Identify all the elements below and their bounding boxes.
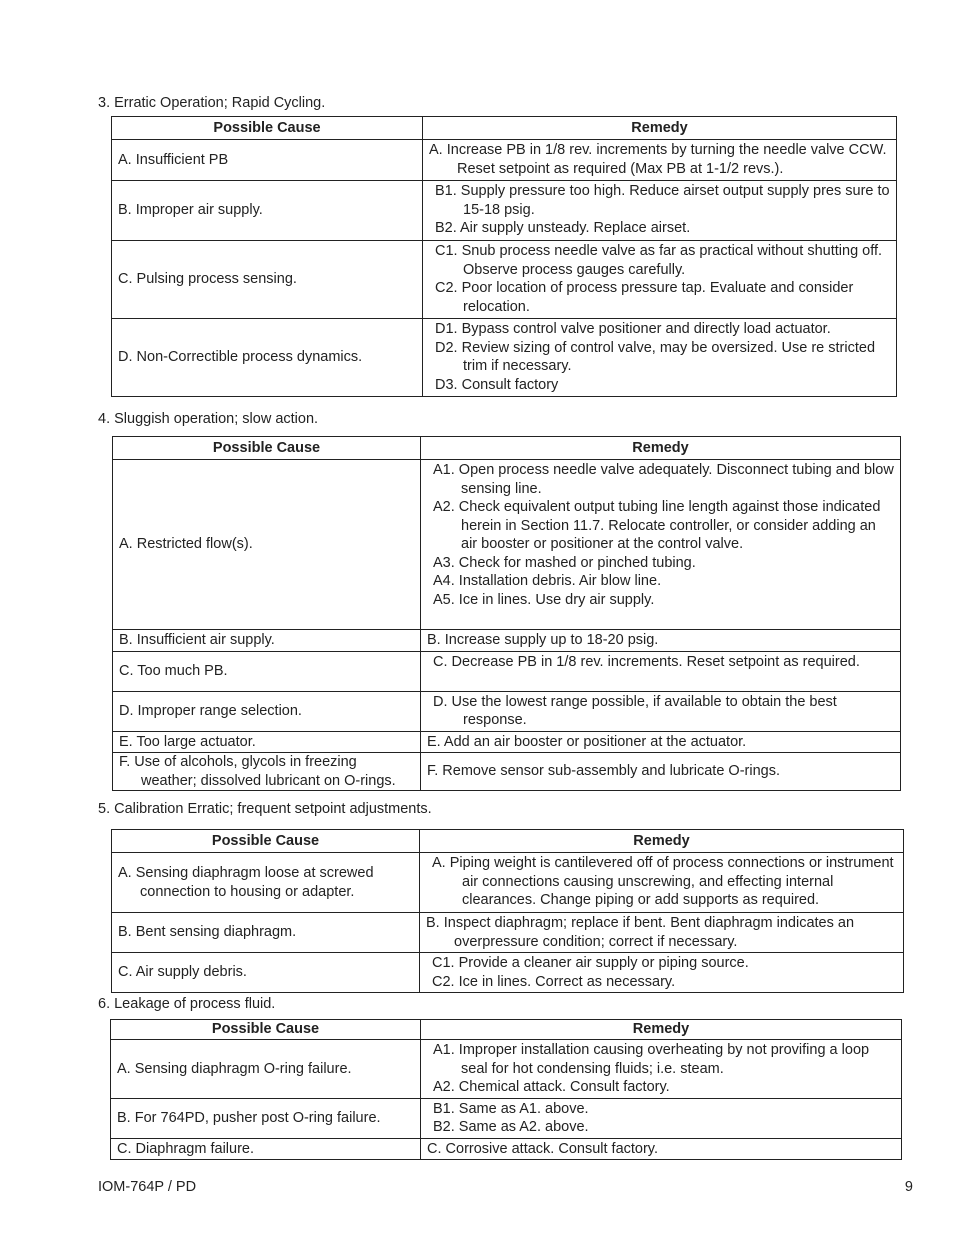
remedy-text: B1. Same as A1. above. xyxy=(433,1100,589,1117)
cause-text: F. Use of alcohols, glycols in freezing weather; dissolved lubricant on O-rings. xyxy=(119,754,396,789)
remedy-cell xyxy=(421,731,901,753)
remedy-text: D3. Consult factory xyxy=(435,376,559,393)
table-row xyxy=(113,460,901,630)
column-header-remedy: Remedy xyxy=(421,1020,902,1040)
cause-text: D. Improper range selection. xyxy=(119,702,302,719)
remedy-cell xyxy=(423,241,897,319)
table-row xyxy=(112,853,904,913)
column-header-cause: Possible Cause xyxy=(112,830,420,853)
remedy-text: A3. Check for mashed or pinched tubing. xyxy=(433,554,696,571)
cause-text: B. Bent sensing diaphragm. xyxy=(118,924,297,941)
remedy-text: A2. Chemical attack. Consult factory. xyxy=(433,1079,670,1095)
cause-text: C. Diaphragm failure. xyxy=(117,1140,254,1157)
remedy-text: C. Decrease PB in 1/8 rev. increments. Reset setpoint as required. xyxy=(433,653,860,670)
table-row xyxy=(112,953,904,993)
cause-text: C. Too much PB. xyxy=(119,662,228,679)
cause-cell xyxy=(111,1040,421,1099)
table-row xyxy=(112,241,897,319)
table-header-row xyxy=(112,117,897,140)
section-3-heading: 3. Erratic Operation; Rapid Cycling. xyxy=(98,95,326,111)
remedy-text: E. Add an air booster or positioner at the actuator. xyxy=(427,733,747,750)
table-header-row xyxy=(111,1020,902,1040)
table-row xyxy=(113,731,901,753)
section-5-table xyxy=(111,829,904,993)
table-header-row xyxy=(112,830,904,853)
remedy-text: B. Inspect diaphragm; replace if bent. Bent diaphragm indicates an overpressure condition; correct if necessary. xyxy=(426,915,855,950)
table-row xyxy=(113,691,901,731)
cause-cell xyxy=(112,853,420,913)
section-6-heading: 6. Leakage of process fluid. xyxy=(98,996,276,1012)
table-row xyxy=(113,753,901,791)
column-header-cause: Possible Cause xyxy=(112,117,423,140)
column-header-cause: Possible Cause xyxy=(111,1020,421,1040)
section-5-heading: 5. Calibration Erratic; frequent setpoint adjustments. xyxy=(98,801,432,817)
cause-cell xyxy=(113,753,421,791)
remedy-cell xyxy=(423,319,897,397)
table-row xyxy=(111,1098,902,1138)
page-number: 9 xyxy=(904,1179,913,1195)
table-row xyxy=(112,181,897,241)
table-row xyxy=(112,319,897,397)
cause-text: B. For 764PD, pusher post O-ring failure. xyxy=(117,1109,381,1126)
cause-text: C. Air supply debris. xyxy=(118,964,247,981)
cause-text: B. Insufficient air supply. xyxy=(119,632,275,648)
remedy-cell xyxy=(421,753,901,791)
remedy-text: B2. Air supply unsteady. Replace airset. xyxy=(435,220,691,236)
remedy-text: A1. Improper installation causing overheating by not provifing a loop seal for hot condensing fluids; i.e. steam. xyxy=(433,1042,870,1077)
remedy-text: D. Use the lowest range possible, if available to obtain the best response. xyxy=(433,693,837,728)
remedy-text: B2. Same as A2. above. xyxy=(433,1119,589,1135)
cause-cell xyxy=(111,1098,421,1138)
table-row xyxy=(113,630,901,652)
table-row xyxy=(112,913,904,953)
remedy-cell xyxy=(423,181,897,241)
document-id: IOM-764P / PD xyxy=(98,1179,197,1195)
cause-cell xyxy=(112,181,423,241)
remedy-cell xyxy=(421,630,901,652)
remedy-cell xyxy=(421,651,901,691)
cause-cell xyxy=(112,913,420,953)
remedy-text: C1. Provide a cleaner air supply or piping source. xyxy=(432,955,749,971)
cause-cell xyxy=(113,630,421,652)
remedy-text: A1. Open process needle valve adequately. Disconnect tubing and blow sensing line. xyxy=(433,462,894,497)
remedy-text: B. Increase supply up to 18-20 psig. xyxy=(427,632,659,648)
column-header-cause: Possible Cause xyxy=(113,437,421,460)
remedy-cell xyxy=(421,460,901,630)
remedy-text: C2. Poor location of process pressure tap. Evaluate and consider relocation. xyxy=(435,280,854,315)
remedy-text: D2. Review sizing of control valve, may be oversized. Use re stricted trim if necessary. xyxy=(435,339,876,374)
column-header-remedy: Remedy xyxy=(423,117,897,140)
remedy-text: A. Piping weight is cantilevered off of process connections or instrument air connections causing unscrewing, and effecting internal clearances. Change piping or add supports as required. xyxy=(432,855,894,908)
cause-cell xyxy=(112,319,423,397)
remedy-cell xyxy=(421,1098,902,1138)
remedy-text: A5. Ice in lines. Use dry air supply. xyxy=(433,591,655,608)
remedy-text: C1. Snub process needle valve as far as practical without shutting off. Observe process gauges carefully. xyxy=(435,243,883,278)
remedy-text: D1. Bypass control valve positioner and directly load actuator. xyxy=(435,321,831,337)
cause-cell xyxy=(112,241,423,319)
cause-text: E. Too large actuator. xyxy=(119,733,256,750)
cause-cell xyxy=(112,953,420,993)
remedy-text: C. Corrosive attack. Consult factory. xyxy=(427,1140,659,1157)
cause-cell xyxy=(112,140,423,181)
remedy-cell xyxy=(420,853,904,913)
cause-text: D. Non-Correctible process dynamics. xyxy=(118,349,363,366)
cause-text: A. Insufficient PB xyxy=(118,151,229,168)
table-row xyxy=(113,651,901,691)
table-row xyxy=(111,1040,902,1099)
cause-text: A. Restricted flow(s). xyxy=(119,536,253,553)
remedy-text: C2. Ice in lines. Correct as necessary. xyxy=(432,973,676,990)
cause-text: B. Improper air supply. xyxy=(118,202,263,219)
remedy-cell xyxy=(421,1138,902,1160)
remedy-cell xyxy=(420,953,904,993)
remedy-text: A. Increase PB in 1/8 rev. increments by turning the needle valve CCW. Reset setpoint as required (Max PB at 1-1/2 revs.). xyxy=(429,142,887,177)
remedy-cell xyxy=(421,1040,902,1099)
table-row xyxy=(112,140,897,181)
cause-cell xyxy=(113,691,421,731)
column-header-remedy: Remedy xyxy=(421,437,901,460)
section-3-table xyxy=(111,116,897,397)
remedy-cell xyxy=(423,140,897,181)
table-header-row xyxy=(113,437,901,460)
remedy-text: A4. Installation debris. Air blow line. xyxy=(433,573,662,589)
section-4-heading: 4. Sluggish operation; slow action. xyxy=(98,411,319,427)
cause-cell xyxy=(113,651,421,691)
table-row xyxy=(111,1138,902,1160)
remedy-text: A2. Check equivalent output tubing line length against those indicated herein in Section 11.7. Relocate controller, or consider adding an air booster or positioner at the control valve. xyxy=(433,499,881,552)
cause-cell xyxy=(113,460,421,630)
cause-text: A. Sensing diaphragm O-ring failure. xyxy=(117,1060,352,1077)
remedy-text: B1. Supply pressure too high. Reduce airset output supply pres sure to 15-18 psig. xyxy=(435,183,890,218)
cause-cell xyxy=(113,731,421,753)
section-6-table xyxy=(110,1019,902,1160)
column-header-remedy: Remedy xyxy=(420,830,904,853)
cause-text: C. Pulsing process sensing. xyxy=(118,271,297,288)
remedy-text: F. Remove sensor sub-assembly and lubricate O-rings. xyxy=(427,763,780,780)
remedy-cell xyxy=(420,913,904,953)
cause-text: A. Sensing diaphragm loose at screwed connection to housing or adapter. xyxy=(118,865,374,900)
remedy-cell xyxy=(421,691,901,731)
section-4-table xyxy=(112,436,901,791)
cause-cell xyxy=(111,1138,421,1160)
